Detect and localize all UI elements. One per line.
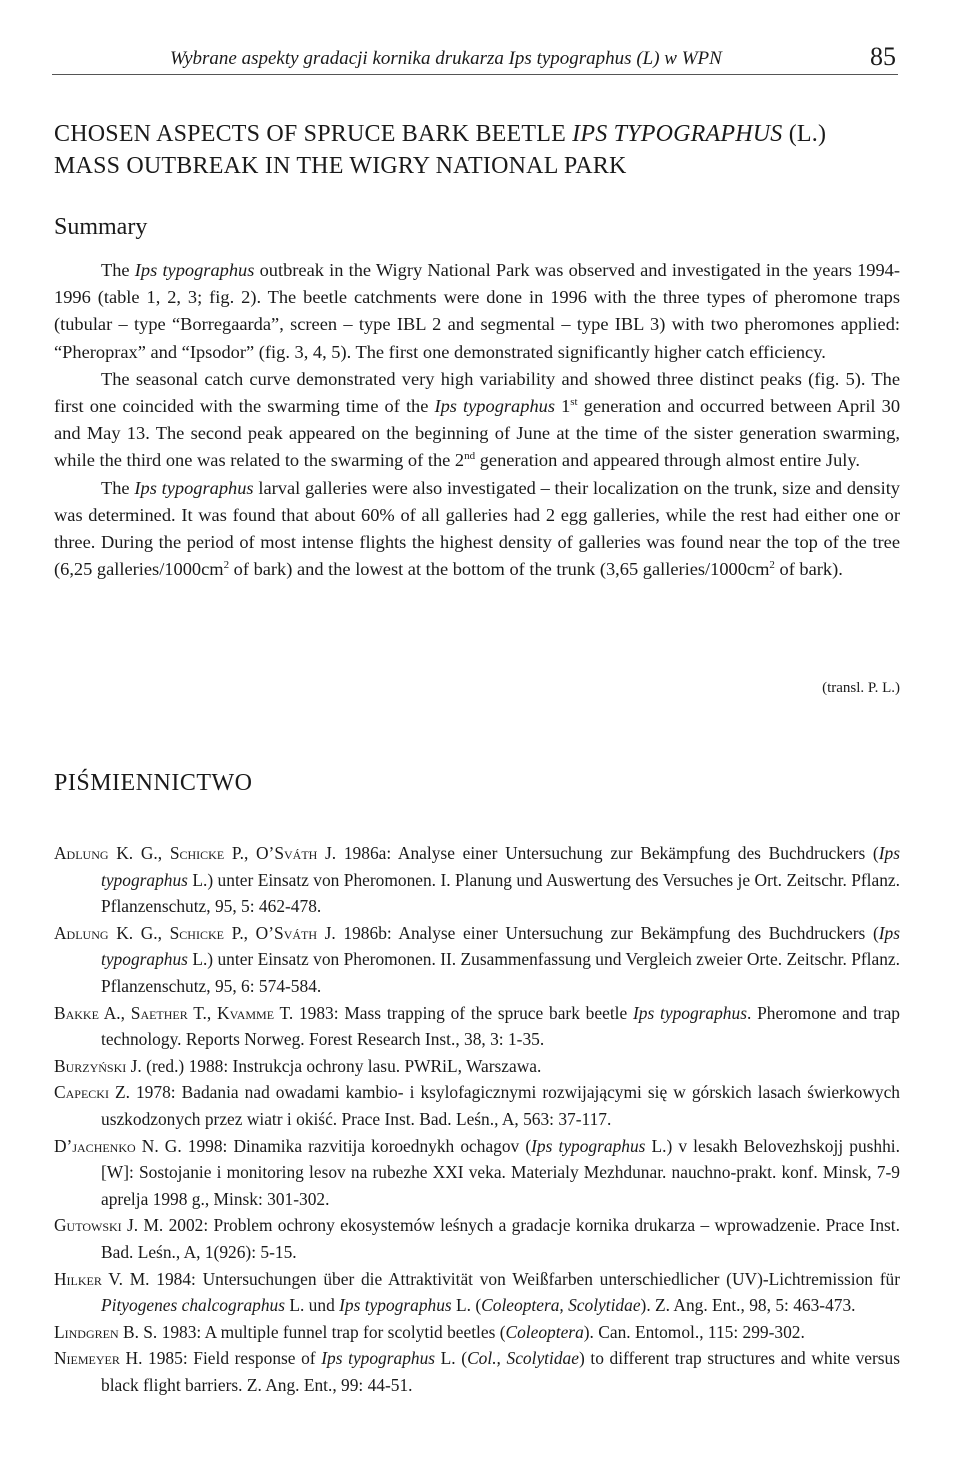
summary-paragraph-3: The Ips typographus larval galleries were also investigated – their localization on the trunk, size and density was determined. It was found that about 60% of all galleries had 2 egg galleries, while the rest had either one or three. During the period of most intense flights the highest density of galleries was found near the top of the tree (6,25 galleries/$1000cm^2$ of bark) and the lowest at the bottom of the trunk (3,65 galleries/$1000cm^2$ of bark). (54, 477, 900, 580)
summary-paragraph-1: The Ips typographus outbreak in the Wigry National Park was observed and investigated in the years 1994-1996 (table 1, 2, 3; fig. 2). The beetle catchments were done in 1996 with the three types of pheromone traps (tubular – type “Borregaarda”, screen – type IBL 2 and segmental – type IBL 3) with two pheromones applied: “Pheroprax” and “Ipsodor” (fig. 3, 4, 5). The first one demonstrated significantly higher catch efficiency. (54, 260, 900, 362)
reference-item: Adlung K. G., Schicke P., O’Sváth J. 1986a: Analyse einer Untersuchung zur Bekämpfung des Buchdruckers (Ips typographus L.) unter Einsatz von Pheromonen. I. Planung und Auswertung des Versuches je Ort. Zeitschr. Pflanz. Pflanzenschutz, 95, 5: 462-478. (54, 843, 900, 917)
reference-item: Hilker V. M. 1984: Untersuchungen über die Attraktivität von Weißfarben unterschiedlicher (UV)-Lichtremission für Pityogenes chalcographus L. und Ips typographus L. (Coleoptera, Scolytidae). Z. Ang. Ent., 98, 5: 463-473. (54, 1268, 900, 1316)
translator-note: (transl. P. L.) (822, 680, 900, 696)
running-title: Wybrane aspekty gradacji kornika drukarza Ips typographus (L) w WPN (170, 48, 722, 69)
summary-paragraph-2: The seasonal catch curve demonstrated very high variability and showed three distinct peaks (fig. 5). The first one coincided with the swarming time of the Ips typographus 1st generation and occurred between April 30 and May 13. The second peak appeared on the beginning of June at the time of the sister generation swarming, while the third one was related to the swarming of the 2nd generation and appeared through almost entire July. (54, 368, 901, 471)
reference-item: Bakke A., Saether T., Kvamme T. 1983: Mass trapping of the spruce bark beetle Ips typographus. Pheromone and trap technology. Reports Norweg. Forest Research Inst., 38, 3: 1-35. (54, 1002, 900, 1050)
reference-item: Gutowski J. M. 2002: Problem ochrony ekosystemów leśnych a gradacje kornika drukarza – wprowadzenie. Prace Inst. Bad. Leśn., A, 1(926): 5-15. (54, 1215, 900, 1262)
title-line-1: CHOSEN ASPECTS OF SPRUCE BARK BEETLE IPS TYPOGRAPHUS (L.) (54, 121, 827, 147)
title-line-2: MASS OUTBREAK IN THE WIGRY NATIONAL PARK (54, 153, 627, 179)
article-title (54, 118, 900, 182)
bibliography-heading: PIŚMIENNICTWO (54, 770, 253, 796)
reference-item: Niemeyer H. 1985: Field response of Ips typographus L. (Col., Scolytidae) to different trap structures and white versus black flight barriers. Z. Ang. Ent., 99: 44-51. (54, 1348, 901, 1395)
summary-body (54, 257, 900, 583)
title-species: IPS TYPOGRAPHUS (572, 121, 783, 147)
summary-heading: Summary (54, 214, 148, 240)
running-header (52, 40, 898, 75)
reference-item: Lindgren B. S. 1983: A multiple funnel trap for scolytid beetles (Coleoptera). Can. Entomol., 115: 299-302. (54, 1321, 805, 1342)
page-number: 85 (870, 42, 896, 71)
reference-item: Burzyński J. (red.) 1988: Instrukcja ochrony lasu. PWRiL, Warszawa. (54, 1055, 542, 1076)
reference-item: Capecki Z. 1978: Badania nad owadami kambio- i ksylofagicznymi rozwijającymi się w górskich lasach świerkowych uszkodzonych przez wiatr i okiść. Prace Inst. Bad. Leśn., A, 563: 37-117. (54, 1082, 900, 1129)
reference-item: Adlung K. G., Schicke P., O’Sváth J. 1986b: Analyse einer Untersuchung zur Bekämpfung des Buchdruckers (Ips typographus L.) unter Einsatz von Pheromonen. II. Zusammenfassung und Vergleich zweier Orte. Zeitschr. Pflanz. Pflanzenschutz, 95, 6: 574-584. (54, 922, 901, 996)
reference-item: D’jachenko N. G. 1998: Dinamika razvitija koroednykh ochagov (Ips typographus L.) v lesakh Belovezhskojj pushhi. [W]: Sostojanie i monitoring lesov na rubezhe XXI veka. Materialy Mezhdunar. nauchno-prakt. konf. Minsk, 7-9 aprelja 1998 g., Minsk: 301-302. (54, 1135, 900, 1209)
bibliography-list (54, 840, 900, 1398)
